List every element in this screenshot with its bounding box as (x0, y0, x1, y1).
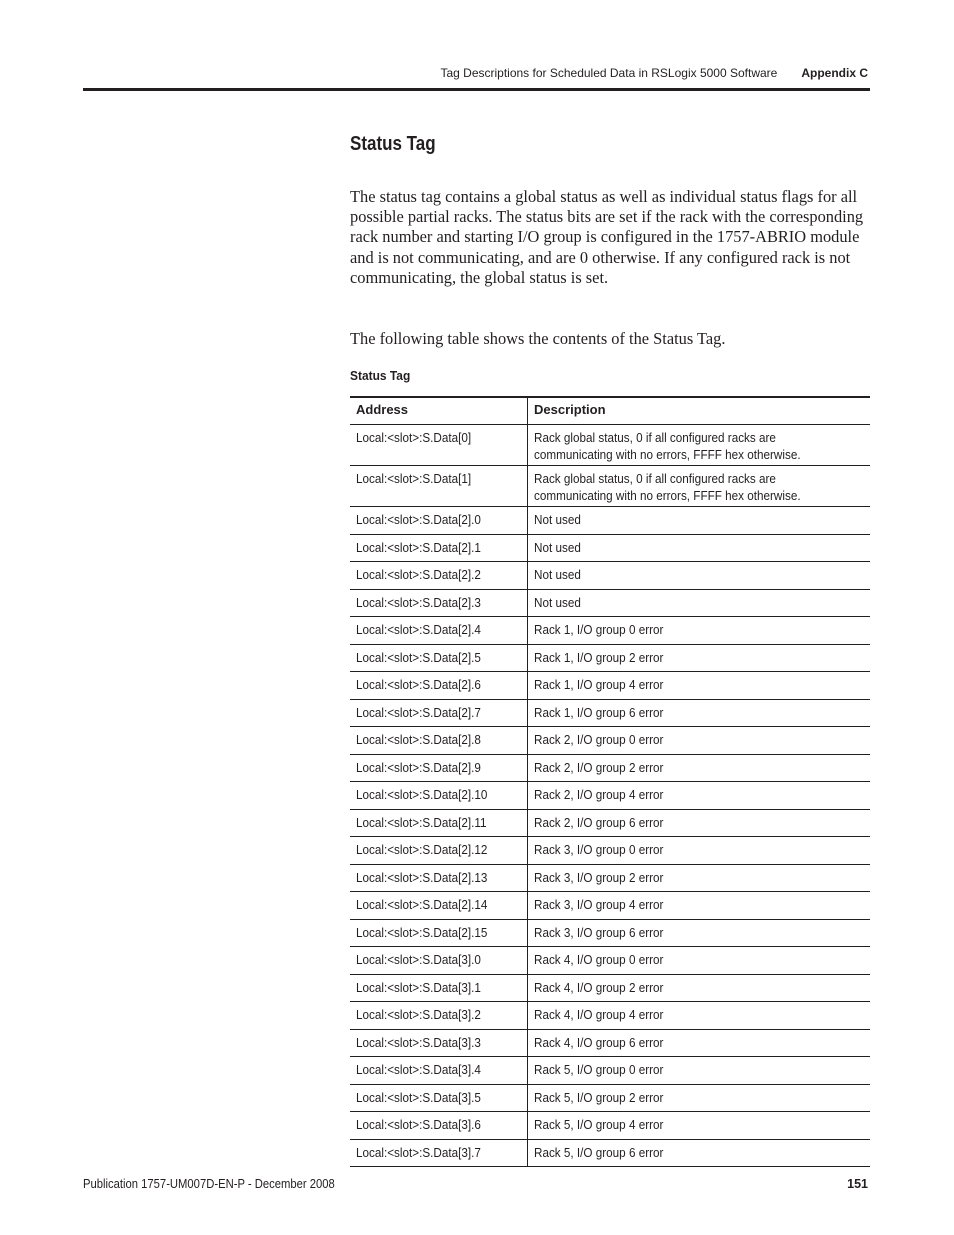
address-cell: Local:<slot>:S.Data[2].0 (350, 507, 528, 535)
table-row (350, 1002, 870, 1030)
description-cell: Rack 2, I/O group 2 error (528, 754, 871, 782)
description-cell: Rack 2, I/O group 4 error (528, 782, 871, 810)
address-cell: Local:<slot>:S.Data[2].7 (350, 699, 528, 727)
description-cell: Rack 3, I/O group 4 error (528, 892, 871, 920)
table-row (350, 507, 870, 535)
address-cell: Local:<slot>:S.Data[2].1 (350, 534, 528, 562)
address-cell: Local:<slot>:S.Data[3].0 (350, 947, 528, 975)
table-body (350, 425, 870, 1167)
page-number: 151 (847, 1177, 868, 1191)
address-cell: Local:<slot>:S.Data[2].4 (350, 617, 528, 645)
table-row (350, 699, 870, 727)
table-row (350, 1057, 870, 1085)
table-row (350, 562, 870, 590)
column-header-description: Description (528, 397, 871, 425)
address-cell: Local:<slot>:S.Data[2].8 (350, 727, 528, 755)
table-row (350, 1139, 870, 1167)
table-row (350, 1029, 870, 1057)
table-header-row (350, 397, 870, 425)
table-row (350, 974, 870, 1002)
address-cell: Local:<slot>:S.Data[2].14 (350, 892, 528, 920)
table-row (350, 589, 870, 617)
status-tag-table (350, 396, 870, 1167)
description-cell: Rack 3, I/O group 0 error (528, 837, 871, 865)
description-cell: Rack 3, I/O group 6 error (528, 919, 871, 947)
running-header (440, 66, 868, 80)
section-title: Status Tag (350, 133, 436, 155)
description-cell: Not used (528, 534, 871, 562)
address-cell: Local:<slot>:S.Data[2].3 (350, 589, 528, 617)
table-row (350, 1112, 870, 1140)
description-cell: Rack global status, 0 if all configured racks are communicating with no errors, FFFF hex otherwise. (528, 425, 871, 466)
description-cell: Rack 3, I/O group 2 error (528, 864, 871, 892)
address-cell: Local:<slot>:S.Data[3].5 (350, 1084, 528, 1112)
appendix-label: Appendix C (801, 66, 868, 80)
table-row (350, 466, 870, 507)
table-row (350, 754, 870, 782)
description-cell: Rack 4, I/O group 6 error (528, 1029, 871, 1057)
table-row (350, 919, 870, 947)
table-row (350, 892, 870, 920)
table-row (350, 617, 870, 645)
address-cell: Local:<slot>:S.Data[2].9 (350, 754, 528, 782)
address-cell: Local:<slot>:S.Data[2].15 (350, 919, 528, 947)
table-row (350, 425, 870, 466)
description-cell: Rack 4, I/O group 2 error (528, 974, 871, 1002)
description-cell: Rack 1, I/O group 6 error (528, 699, 871, 727)
table-row (350, 782, 870, 810)
description-cell: Rack global status, 0 if all configured racks are communicating with no errors, FFFF hex otherwise. (528, 466, 871, 507)
description-cell: Rack 2, I/O group 6 error (528, 809, 871, 837)
description-cell: Rack 4, I/O group 0 error (528, 947, 871, 975)
address-cell: Local:<slot>:S.Data[2].10 (350, 782, 528, 810)
address-cell: Local:<slot>:S.Data[3].6 (350, 1112, 528, 1140)
address-cell: Local:<slot>:S.Data[2].5 (350, 644, 528, 672)
description-cell: Rack 5, I/O group 4 error (528, 1112, 871, 1140)
description-cell: Rack 1, I/O group 2 error (528, 644, 871, 672)
address-cell: Local:<slot>:S.Data[2].12 (350, 837, 528, 865)
description-cell: Not used (528, 589, 871, 617)
description-cell: Rack 2, I/O group 0 error (528, 727, 871, 755)
table-row (350, 644, 870, 672)
header-rule (83, 88, 870, 91)
address-cell: Local:<slot>:S.Data[3].1 (350, 974, 528, 1002)
table-row (350, 672, 870, 700)
address-cell: Local:<slot>:S.Data[2].2 (350, 562, 528, 590)
table-row (350, 727, 870, 755)
publication-footer: Publication 1757-UM007D-EN-P - December 2008 (83, 1177, 335, 1191)
address-cell: Local:<slot>:S.Data[3].7 (350, 1139, 528, 1167)
table-row (350, 864, 870, 892)
running-title: Tag Descriptions for Scheduled Data in RSLogix 5000 Software (440, 66, 778, 80)
table-row (350, 837, 870, 865)
address-cell: Local:<slot>:S.Data[1] (350, 466, 528, 507)
description-cell: Rack 5, I/O group 6 error (528, 1139, 871, 1167)
address-cell: Local:<slot>:S.Data[2].13 (350, 864, 528, 892)
table-caption: Status Tag (350, 368, 411, 383)
address-cell: Local:<slot>:S.Data[2].6 (350, 672, 528, 700)
table-intro-paragraph: The following table shows the contents of the Status Tag. (350, 329, 726, 348)
description-cell: Not used (528, 507, 871, 535)
intro-paragraph: The status tag contains a global status as well as individual status flags for all possible partial racks. The status bits are set if the rack with the corresponding rack number and starting I/O group is configured in the 1757-ABRIO module and is not communicating, and are 0 otherwise. If any configured rack is not communicating, the global status is set. (350, 187, 864, 287)
description-cell: Not used (528, 562, 871, 590)
address-cell: Local:<slot>:S.Data[0] (350, 425, 528, 466)
description-cell: Rack 5, I/O group 0 error (528, 1057, 871, 1085)
column-header-address: Address (350, 397, 528, 425)
table-row (350, 1084, 870, 1112)
address-cell: Local:<slot>:S.Data[3].2 (350, 1002, 528, 1030)
table-row (350, 534, 870, 562)
address-cell: Local:<slot>:S.Data[3].3 (350, 1029, 528, 1057)
address-cell: Local:<slot>:S.Data[2].11 (350, 809, 528, 837)
description-cell: Rack 5, I/O group 2 error (528, 1084, 871, 1112)
description-cell: Rack 1, I/O group 0 error (528, 617, 871, 645)
description-cell: Rack 4, I/O group 4 error (528, 1002, 871, 1030)
description-cell: Rack 1, I/O group 4 error (528, 672, 871, 700)
table-row (350, 947, 870, 975)
address-cell: Local:<slot>:S.Data[3].4 (350, 1057, 528, 1085)
table-row (350, 809, 870, 837)
